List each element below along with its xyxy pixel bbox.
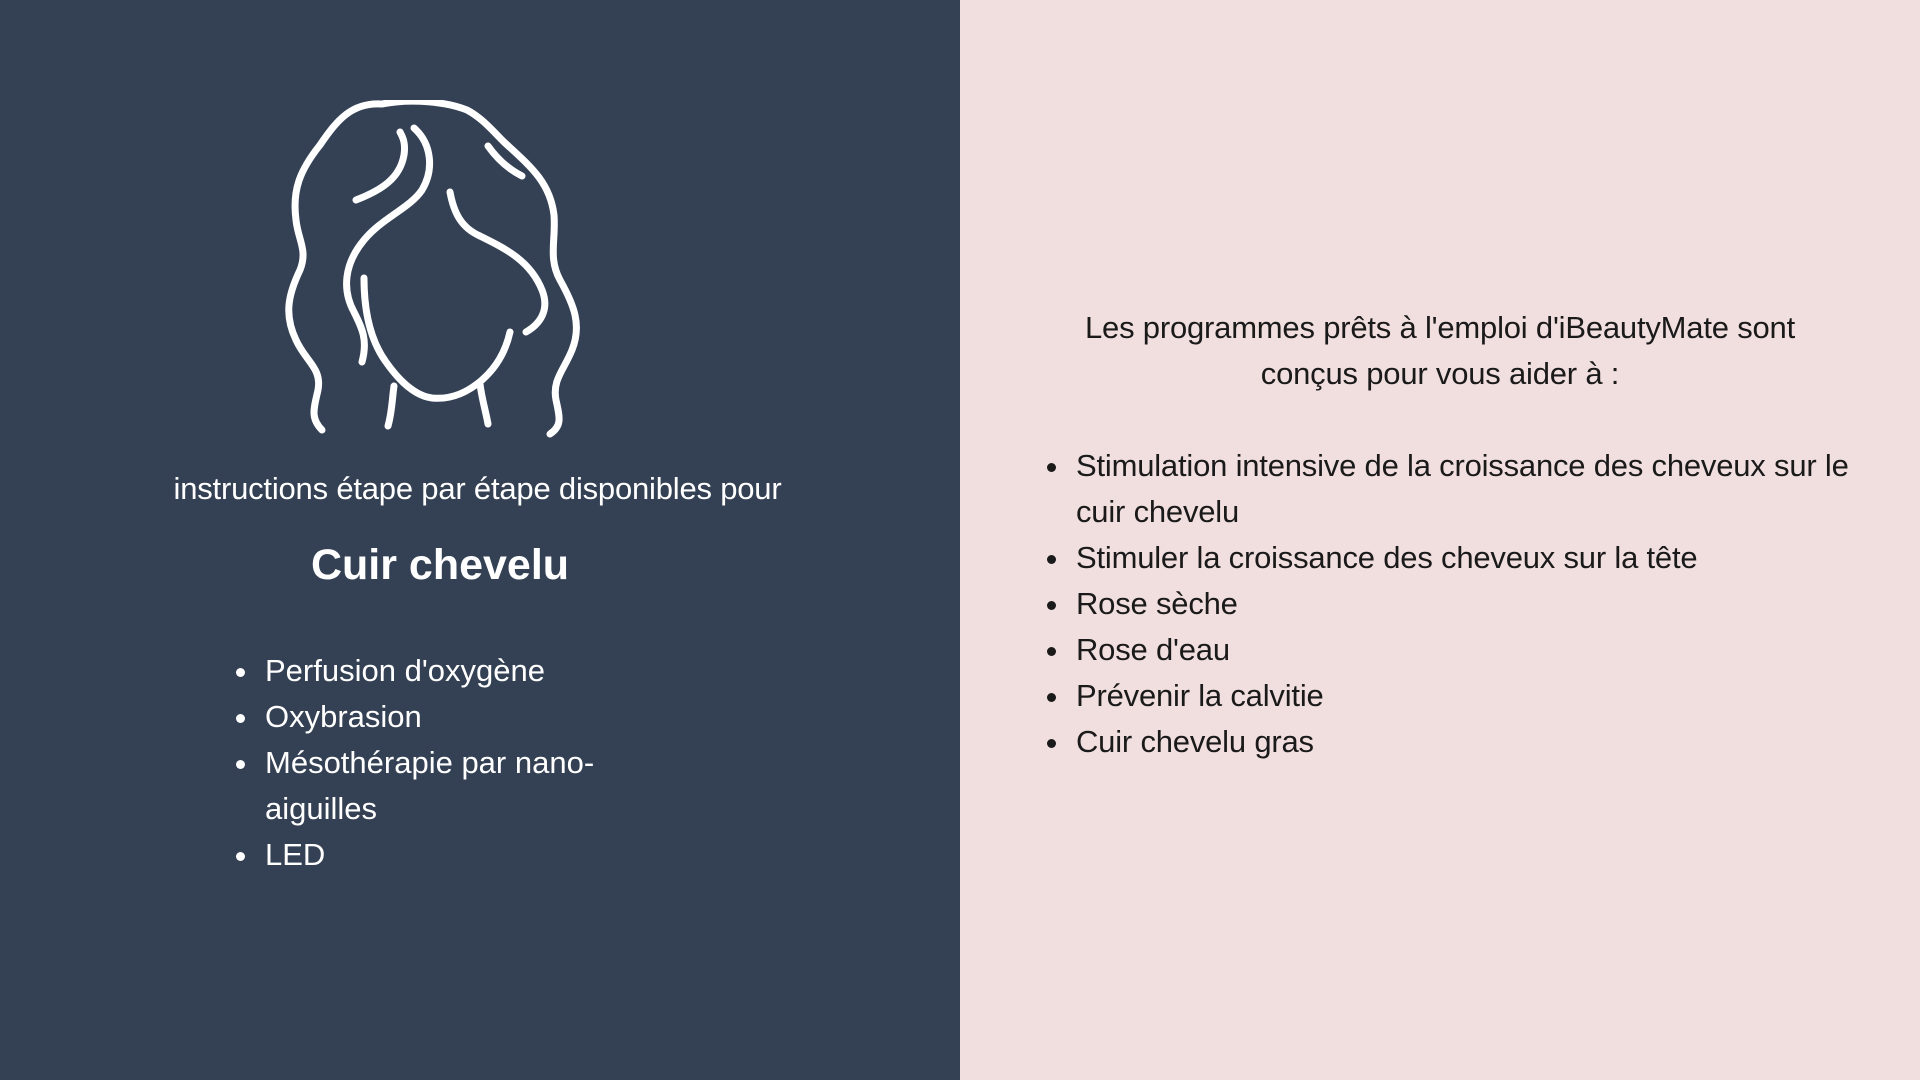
intro-text [960,305,1920,397]
list-item: • Prévenir la calvitie [1072,673,1882,719]
intro-line: Les programmes prêts à l'emploi d'iBeautyMate sont [1084,310,1795,345]
page-title: Cuir chevelu [310,541,570,589]
list-item: • Rose d'eau [1072,627,1882,673]
list-item: • Stimulation intensive de la croissance des cheveux sur le cuir chevelu [1072,443,1882,535]
list-item: • Perfusion d'oxygène [261,648,681,694]
list-item: • LED [261,832,681,878]
list-item: • Mésothérapie par nano-aiguilles [261,740,681,832]
woman-head-hair-icon [282,100,598,440]
benefits-list [1048,443,1882,765]
list-item: • Cuir chevelu gras [1072,719,1882,765]
right-panel [960,0,1920,1080]
list-item: • Rose sèche [1072,581,1882,627]
treatment-list [237,648,681,878]
subtitle: instructions étape par étape disponibles pour [173,471,782,506]
intro-line: conçus pour vous aider à : [1260,356,1620,391]
list-item: • Stimuler la croissance des cheveux sur la tête [1072,535,1882,581]
list-item: • Oxybrasion [261,694,681,740]
